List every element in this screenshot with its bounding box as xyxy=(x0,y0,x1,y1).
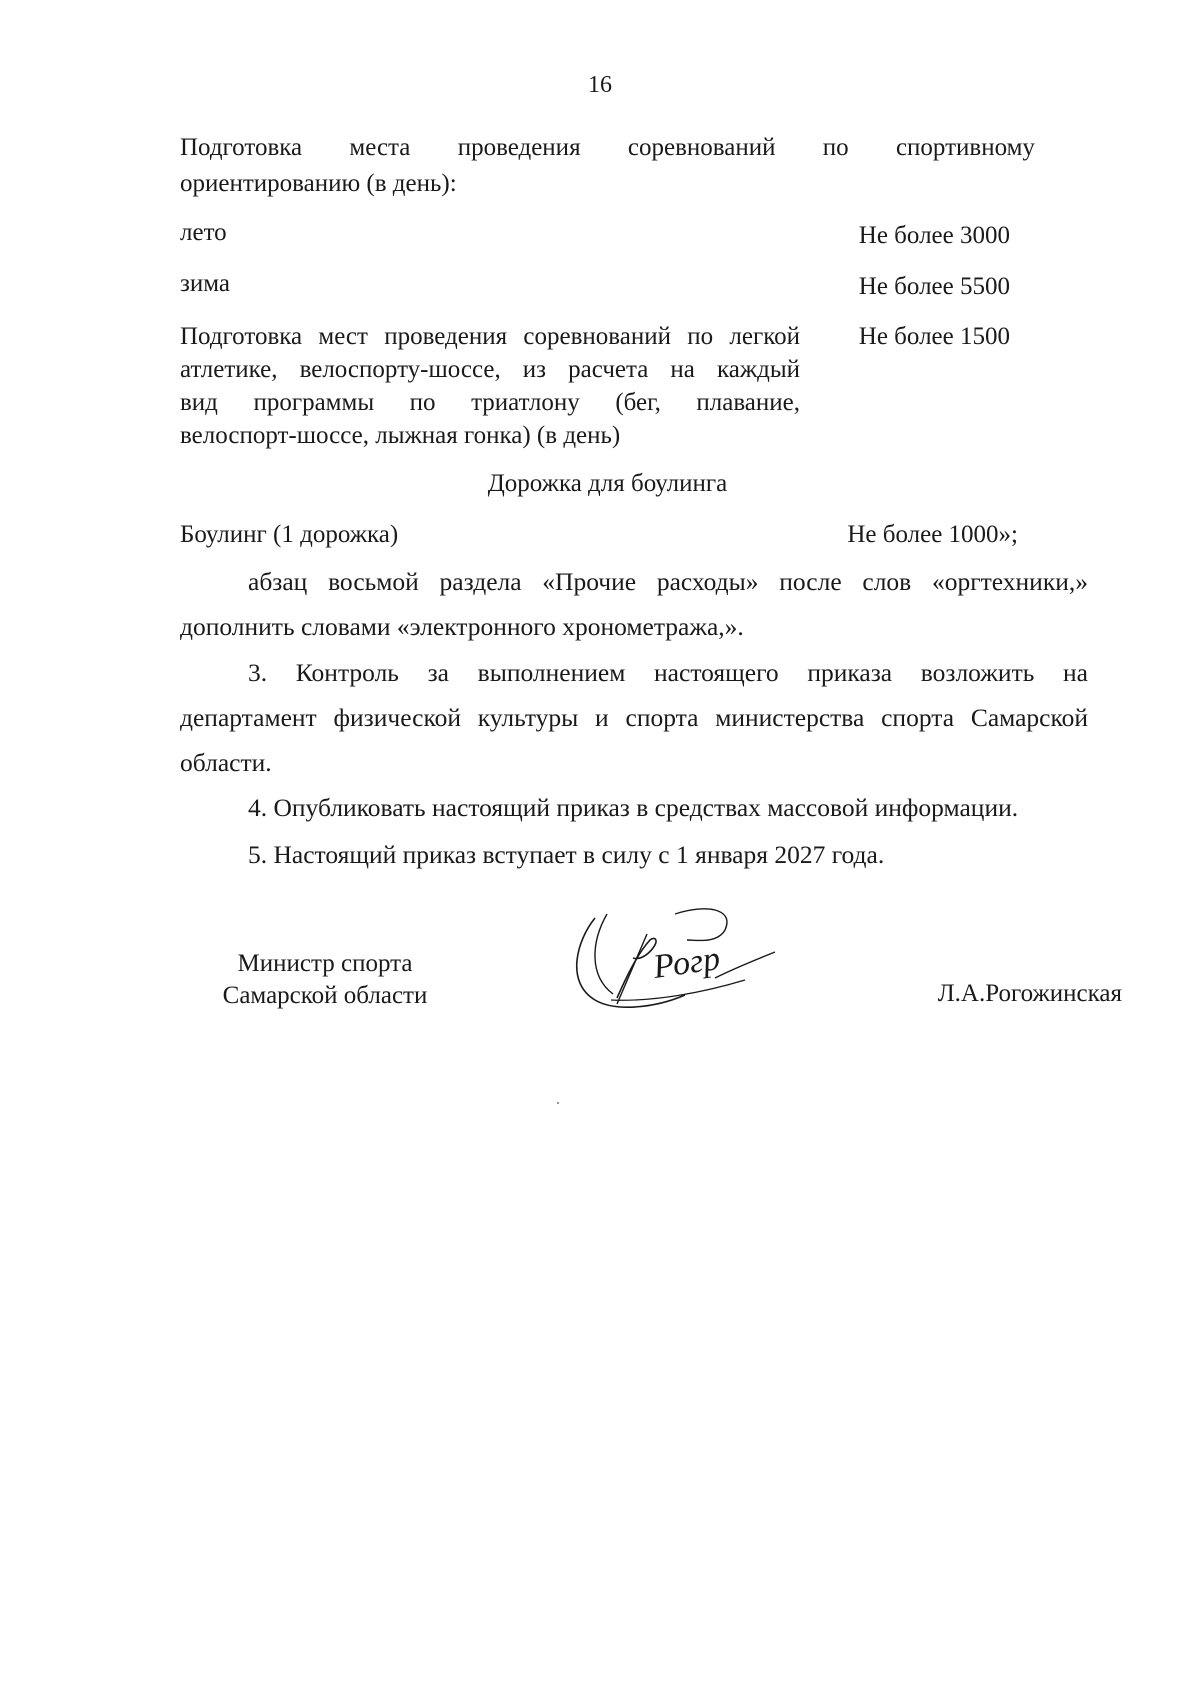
paragraph-5: 5. Настоящий приказ вступает в силу с 1 января 2027 года. xyxy=(248,840,885,869)
bowling-section-title: Дорожка для боулинга xyxy=(487,470,728,497)
scan-speck xyxy=(557,1102,559,1104)
athletics-line2: атлетике, велоспорту-шоссе, из расчета на каждый xyxy=(180,356,800,383)
word: места xyxy=(349,134,411,161)
bowling-value: Не более 1000»; xyxy=(847,521,1018,548)
word: проведения xyxy=(457,134,581,161)
word: Подготовка xyxy=(180,134,303,161)
paragraph-3-line1: 3. Контроль за выполнением настоящего приказа возложить на xyxy=(248,658,1088,687)
signatory-title-line1: Министр спорта xyxy=(237,950,413,977)
signatory-title-line2: Самарской области xyxy=(222,982,428,1009)
row-summer-value: Не более 3000 xyxy=(858,222,1010,249)
word: по xyxy=(822,134,849,161)
orienteering-heading-line2: ориентированию (в день): xyxy=(180,170,457,197)
paragraph-abzac-line1: абзац восьмой раздела «Прочие расходы» после слов «оргтехники,» xyxy=(248,567,1088,596)
row-winter-label: зима xyxy=(180,270,230,297)
handwritten-signature xyxy=(555,900,785,1020)
signature-scribble: Рогр xyxy=(650,939,723,986)
orienteering-heading-line1 xyxy=(180,134,1035,162)
paragraph-abzac-line2: дополнить словами «электронного хронометража,». xyxy=(180,612,744,641)
athletics-line4: велоспорт-шоссе, лыжная гонка) (в день) xyxy=(180,422,621,449)
paragraph-3-line3: области. xyxy=(180,748,272,777)
word: спортивному xyxy=(895,134,1035,161)
athletics-line3: вид программы по триатлону (бег, плавание, xyxy=(180,389,800,416)
word: соревнований xyxy=(627,134,776,161)
bowling-label: Боулинг (1 дорожка) xyxy=(180,521,399,548)
athletics-line1: Подготовка мест проведения соревнований по легкой xyxy=(180,323,800,350)
row-summer-label: лето xyxy=(180,219,227,246)
paragraph-abzac xyxy=(180,559,1088,649)
paragraph-3 xyxy=(180,650,1088,785)
signatory-name: Л.А.Рогожинская xyxy=(937,980,1122,1007)
page-number: 16 xyxy=(588,72,612,98)
row-winter-value: Не более 5500 xyxy=(858,273,1010,300)
paragraph-3-line2: департамент физической культуры и спорта министерства спорта Самарской xyxy=(180,703,1088,732)
athletics-value: Не более 1500 xyxy=(858,323,1010,350)
paragraph-4: 4. Опубликовать настоящий приказ в средствах массовой информации. xyxy=(248,793,1019,822)
